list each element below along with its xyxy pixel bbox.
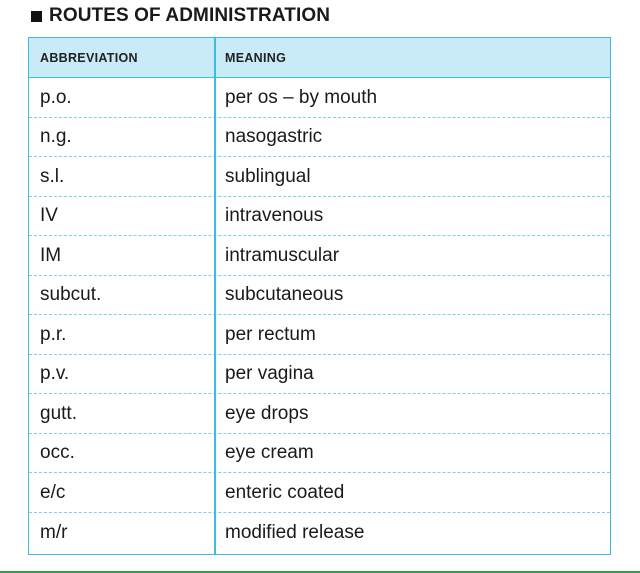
abbreviation-cell: p.r.: [40, 323, 67, 345]
table-row: [29, 473, 610, 513]
table-row: [29, 394, 610, 434]
meaning-cell: enteric coated: [225, 481, 345, 503]
table-row: [29, 315, 610, 355]
abbreviation-cell: n.g.: [40, 126, 72, 148]
meaning-cell: intravenous: [225, 205, 324, 227]
table-row: [29, 197, 610, 237]
abbreviation-cell: gutt.: [40, 402, 77, 424]
column-header-meaning: MEANING: [225, 51, 287, 65]
abbreviation-cell: IM: [40, 244, 62, 266]
abbreviation-cell: p.v.: [40, 363, 70, 385]
abbreviation-cell: s.l.: [40, 165, 65, 187]
meaning-cell: per os – by mouth: [225, 86, 378, 108]
abbreviation-cell: IV: [40, 205, 58, 227]
meaning-cell: eye cream: [225, 442, 314, 464]
column-divider: [214, 38, 216, 554]
table-header-row: [29, 38, 610, 78]
meaning-cell: nasogastric: [225, 126, 323, 148]
table-row: [29, 236, 610, 276]
table-row: [29, 78, 610, 118]
abbreviations-table: [28, 37, 611, 555]
abbreviation-cell: subcut.: [40, 284, 102, 306]
abbreviation-cell: e/c: [40, 481, 66, 503]
meaning-cell: per rectum: [225, 323, 316, 345]
meaning-cell: sublingual: [225, 165, 311, 187]
meaning-cell: per vagina: [225, 363, 314, 385]
meaning-cell: intramuscular: [225, 244, 340, 266]
section-heading-text: ROUTES OF ADMINISTRATION: [49, 5, 331, 26]
abbreviation-cell: p.o.: [40, 86, 72, 108]
table-row: [29, 276, 610, 316]
table-row: [29, 118, 610, 158]
meaning-cell: modified release: [225, 521, 365, 543]
meaning-cell: subcutaneous: [225, 284, 344, 306]
abbreviation-cell: m/r: [40, 521, 68, 543]
abbreviation-cell: occ.: [40, 442, 75, 464]
table-row: [29, 157, 610, 197]
section-heading: [31, 4, 330, 28]
table-row: [29, 434, 610, 474]
meaning-cell: eye drops: [225, 402, 309, 424]
table-row: [29, 513, 610, 553]
square-bullet-icon: [31, 11, 42, 22]
table-row: [29, 355, 610, 395]
column-header-abbreviation: ABBREVIATION: [40, 51, 138, 65]
